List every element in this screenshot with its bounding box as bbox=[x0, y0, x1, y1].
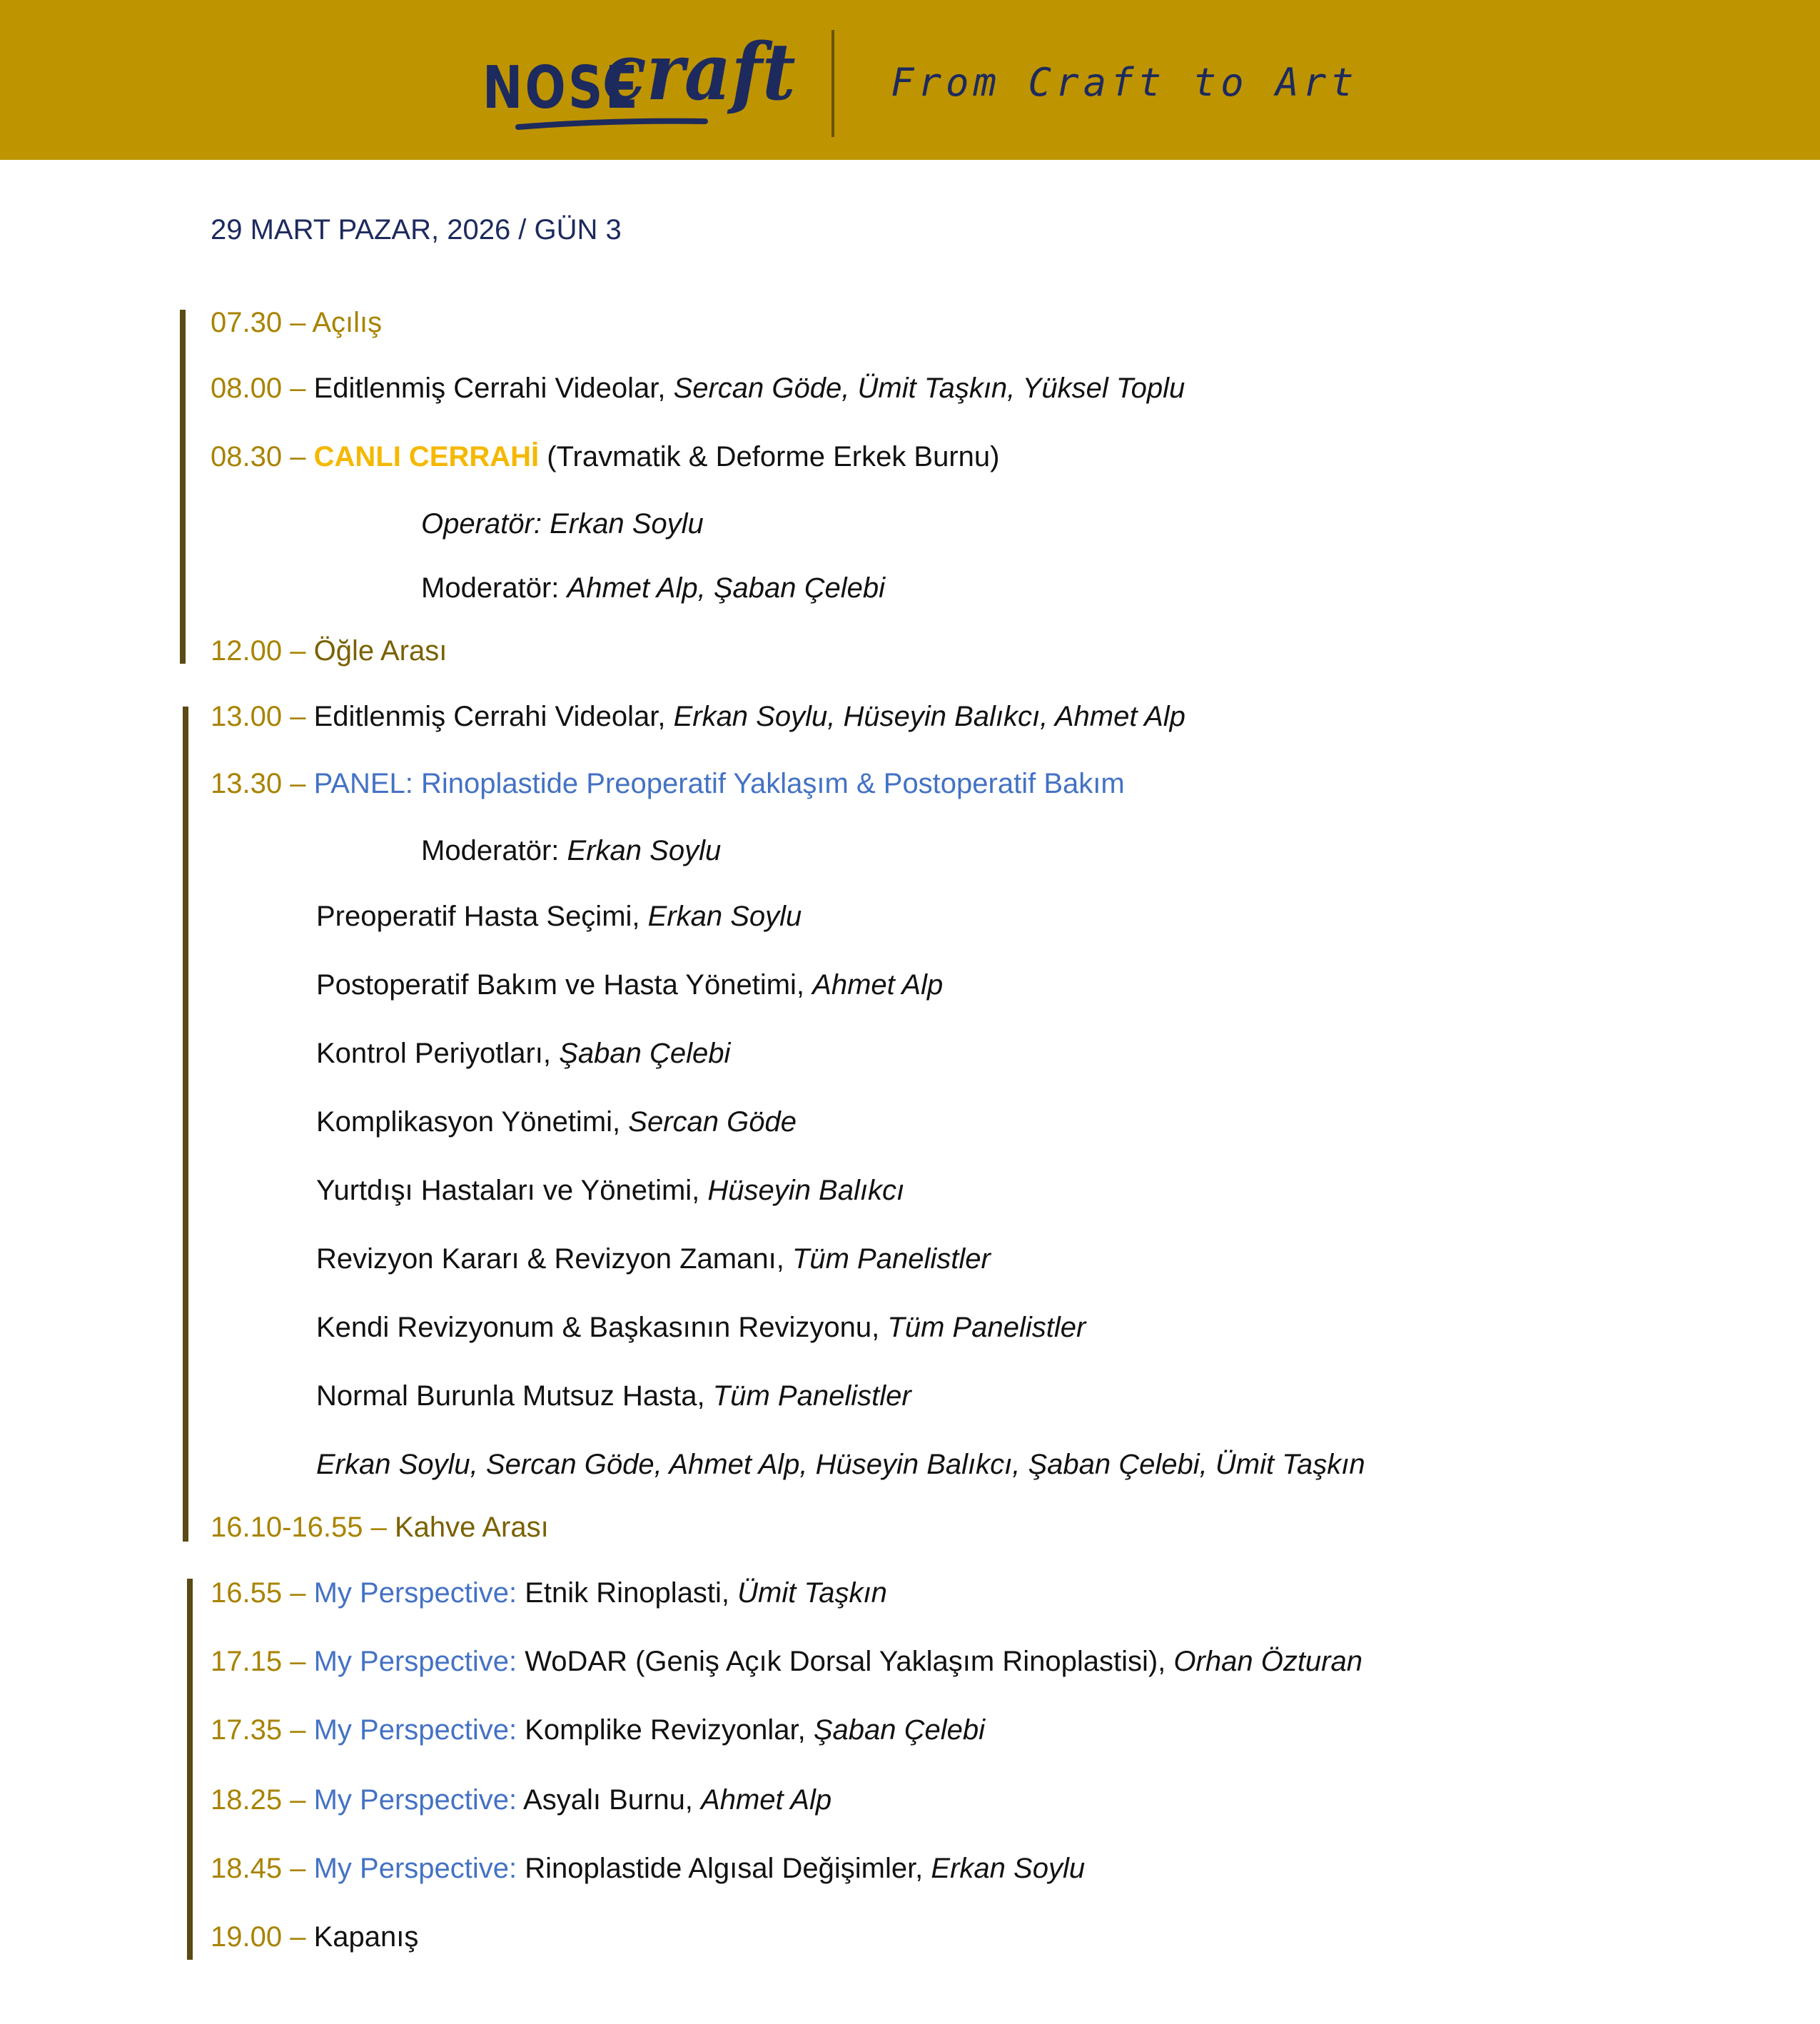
speakers: Ahmet Alp bbox=[701, 1784, 832, 1816]
title: Kendi Revizyonum & Başkasının Revizyonu, bbox=[316, 1312, 880, 1343]
speakers: Erkan Soylu bbox=[931, 1853, 1086, 1884]
title: Öğle Arası bbox=[313, 635, 448, 667]
label: My Perspective: bbox=[313, 1784, 517, 1816]
title: Normal Burunla Mutsuz Hasta, bbox=[316, 1380, 705, 1412]
live-surgery-highlight: CANLI CERRAHİ bbox=[313, 441, 540, 472]
speakers: Ümit Taşkın bbox=[737, 1577, 887, 1609]
time: 08.30 – bbox=[211, 441, 306, 472]
schedule-row-panel bbox=[211, 766, 1125, 801]
title: Editlenmiş Cerrahi Videolar, bbox=[313, 701, 666, 732]
logo-nose-text: NOSE bbox=[482, 54, 640, 122]
panel-topic bbox=[316, 1173, 904, 1208]
schedule-row-opening bbox=[211, 305, 382, 340]
panelists-row bbox=[316, 1447, 1365, 1482]
speakers: Şaban Çelebi bbox=[559, 1038, 731, 1069]
panel-title: PANEL: Rinoplastide Preoperatif Yaklaşım & Postoperatif Bakım bbox=[313, 768, 1125, 799]
panel-topic bbox=[316, 1036, 730, 1071]
logo-craft-text: craft bbox=[602, 26, 796, 118]
title: Yurtdışı Hastaları ve Yönetimi, bbox=[316, 1175, 700, 1206]
speakers: Erkan Soylu, Sercan Göde, Ahmet Alp, Hüseyin Balıkcı, Şaban Çelebi, Ümit Taşkın bbox=[316, 1449, 1365, 1480]
operator-row bbox=[421, 507, 704, 541]
schedule-row-perspective bbox=[211, 1576, 887, 1610]
title: Kapanış bbox=[313, 1921, 419, 1953]
time: 13.30 – bbox=[211, 768, 306, 799]
schedule-row-perspective bbox=[211, 1783, 831, 1817]
schedule-row-closing bbox=[211, 1920, 418, 1954]
time: 16.55 – bbox=[211, 1577, 306, 1609]
title: Postoperatif Bakım ve Hasta Yönetimi, bbox=[316, 969, 805, 1001]
time: 13.00 – bbox=[211, 701, 306, 732]
title: Asyalı Burnu, bbox=[523, 1784, 693, 1816]
speakers: Erkan Soylu bbox=[647, 901, 802, 932]
session-bar-afternoon bbox=[183, 707, 188, 1542]
panel-topic bbox=[316, 1379, 911, 1413]
moderator-row bbox=[421, 571, 885, 605]
time: 17.15 – bbox=[211, 1646, 306, 1677]
title: Preoperatif Hasta Seçimi, bbox=[316, 901, 640, 932]
label: My Perspective: bbox=[313, 1646, 517, 1677]
label: My Perspective: bbox=[313, 1853, 517, 1884]
moderator-row bbox=[421, 834, 721, 868]
speakers: Orhan Özturan bbox=[1173, 1646, 1363, 1677]
speakers: Ahmet Alp bbox=[812, 969, 944, 1001]
schedule-row-coffee-break bbox=[211, 1510, 549, 1544]
schedule-row-lunch bbox=[211, 634, 447, 668]
speakers: Ahmet Alp, Şaban Çelebi bbox=[567, 572, 885, 604]
time: 18.25 – bbox=[211, 1784, 306, 1816]
session-bar-morning bbox=[180, 310, 186, 664]
label: Moderatör: bbox=[421, 572, 560, 604]
panel-topic bbox=[316, 1310, 1086, 1345]
time: 19.00 – bbox=[211, 1921, 306, 1953]
schedule-row-perspective bbox=[211, 1851, 1085, 1886]
title: Komplike Revizyonlar, bbox=[525, 1714, 806, 1746]
speakers: Erkan Soylu, Hüseyin Balıkcı, Ahmet Alp bbox=[673, 701, 1185, 732]
title: (Travmatik & Deforme Erkek Burnu) bbox=[547, 441, 1000, 472]
label: Moderatör: bbox=[421, 835, 560, 866]
schedule-row-live-surgery bbox=[211, 440, 999, 474]
title: Komplikasyon Yönetimi, bbox=[316, 1106, 621, 1138]
schedule-row-perspective bbox=[211, 1644, 1363, 1679]
speakers: Erkan Soylu bbox=[550, 508, 704, 540]
time: 16.10-16.55 – bbox=[211, 1512, 387, 1543]
label: Operatör: bbox=[421, 508, 542, 540]
header-banner bbox=[0, 0, 1820, 160]
session-bar-evening bbox=[187, 1579, 193, 1960]
time: 07.30 – bbox=[211, 307, 306, 338]
time: 08.00 – bbox=[211, 373, 306, 404]
tagline: From Craft to Art bbox=[891, 60, 1358, 105]
title: Kontrol Periyotları, bbox=[316, 1038, 552, 1069]
title: Açılış bbox=[312, 307, 383, 338]
title: Editlenmiş Cerrahi Videolar, bbox=[313, 373, 666, 404]
title: Kahve Arası bbox=[395, 1512, 549, 1543]
day-title: 29 MART PAZAR, 2026 / GÜN 3 bbox=[211, 214, 622, 246]
panel-topic bbox=[316, 968, 943, 1002]
title: Etnik Rinoplasti, bbox=[525, 1577, 730, 1609]
speakers: Tüm Panelistler bbox=[792, 1243, 991, 1275]
time: 12.00 – bbox=[211, 635, 306, 667]
title: WoDAR (Geniş Açık Dorsal Yaklaşım Rinoplastisi), bbox=[525, 1646, 1166, 1677]
speakers: Tüm Panelistler bbox=[887, 1312, 1086, 1343]
schedule-row bbox=[211, 699, 1185, 734]
panel-topic bbox=[316, 1105, 797, 1139]
schedule-row-perspective bbox=[211, 1713, 985, 1747]
speakers: Sercan Göde, Ümit Taşkın, Yüksel Toplu bbox=[673, 373, 1185, 404]
time: 17.35 – bbox=[211, 1714, 306, 1746]
header-divider bbox=[831, 30, 834, 137]
speakers: Hüseyin Balıkcı bbox=[707, 1175, 905, 1206]
speakers: Şaban Çelebi bbox=[813, 1714, 986, 1746]
title: Rinoplastide Algısal Değişimler, bbox=[525, 1853, 924, 1884]
title: Revizyon Kararı & Revizyon Zamanı, bbox=[316, 1243, 784, 1275]
speakers: Tüm Panelistler bbox=[712, 1380, 911, 1412]
time: 18.45 – bbox=[211, 1853, 306, 1884]
label: My Perspective: bbox=[313, 1714, 517, 1746]
panel-topic bbox=[316, 899, 802, 933]
label: My Perspective: bbox=[313, 1577, 517, 1609]
schedule-row bbox=[211, 371, 1185, 405]
speakers: Erkan Soylu bbox=[567, 835, 722, 866]
panel-topic bbox=[316, 1242, 991, 1276]
logo-underline-icon bbox=[515, 117, 708, 130]
speakers: Sercan Göde bbox=[628, 1106, 797, 1138]
